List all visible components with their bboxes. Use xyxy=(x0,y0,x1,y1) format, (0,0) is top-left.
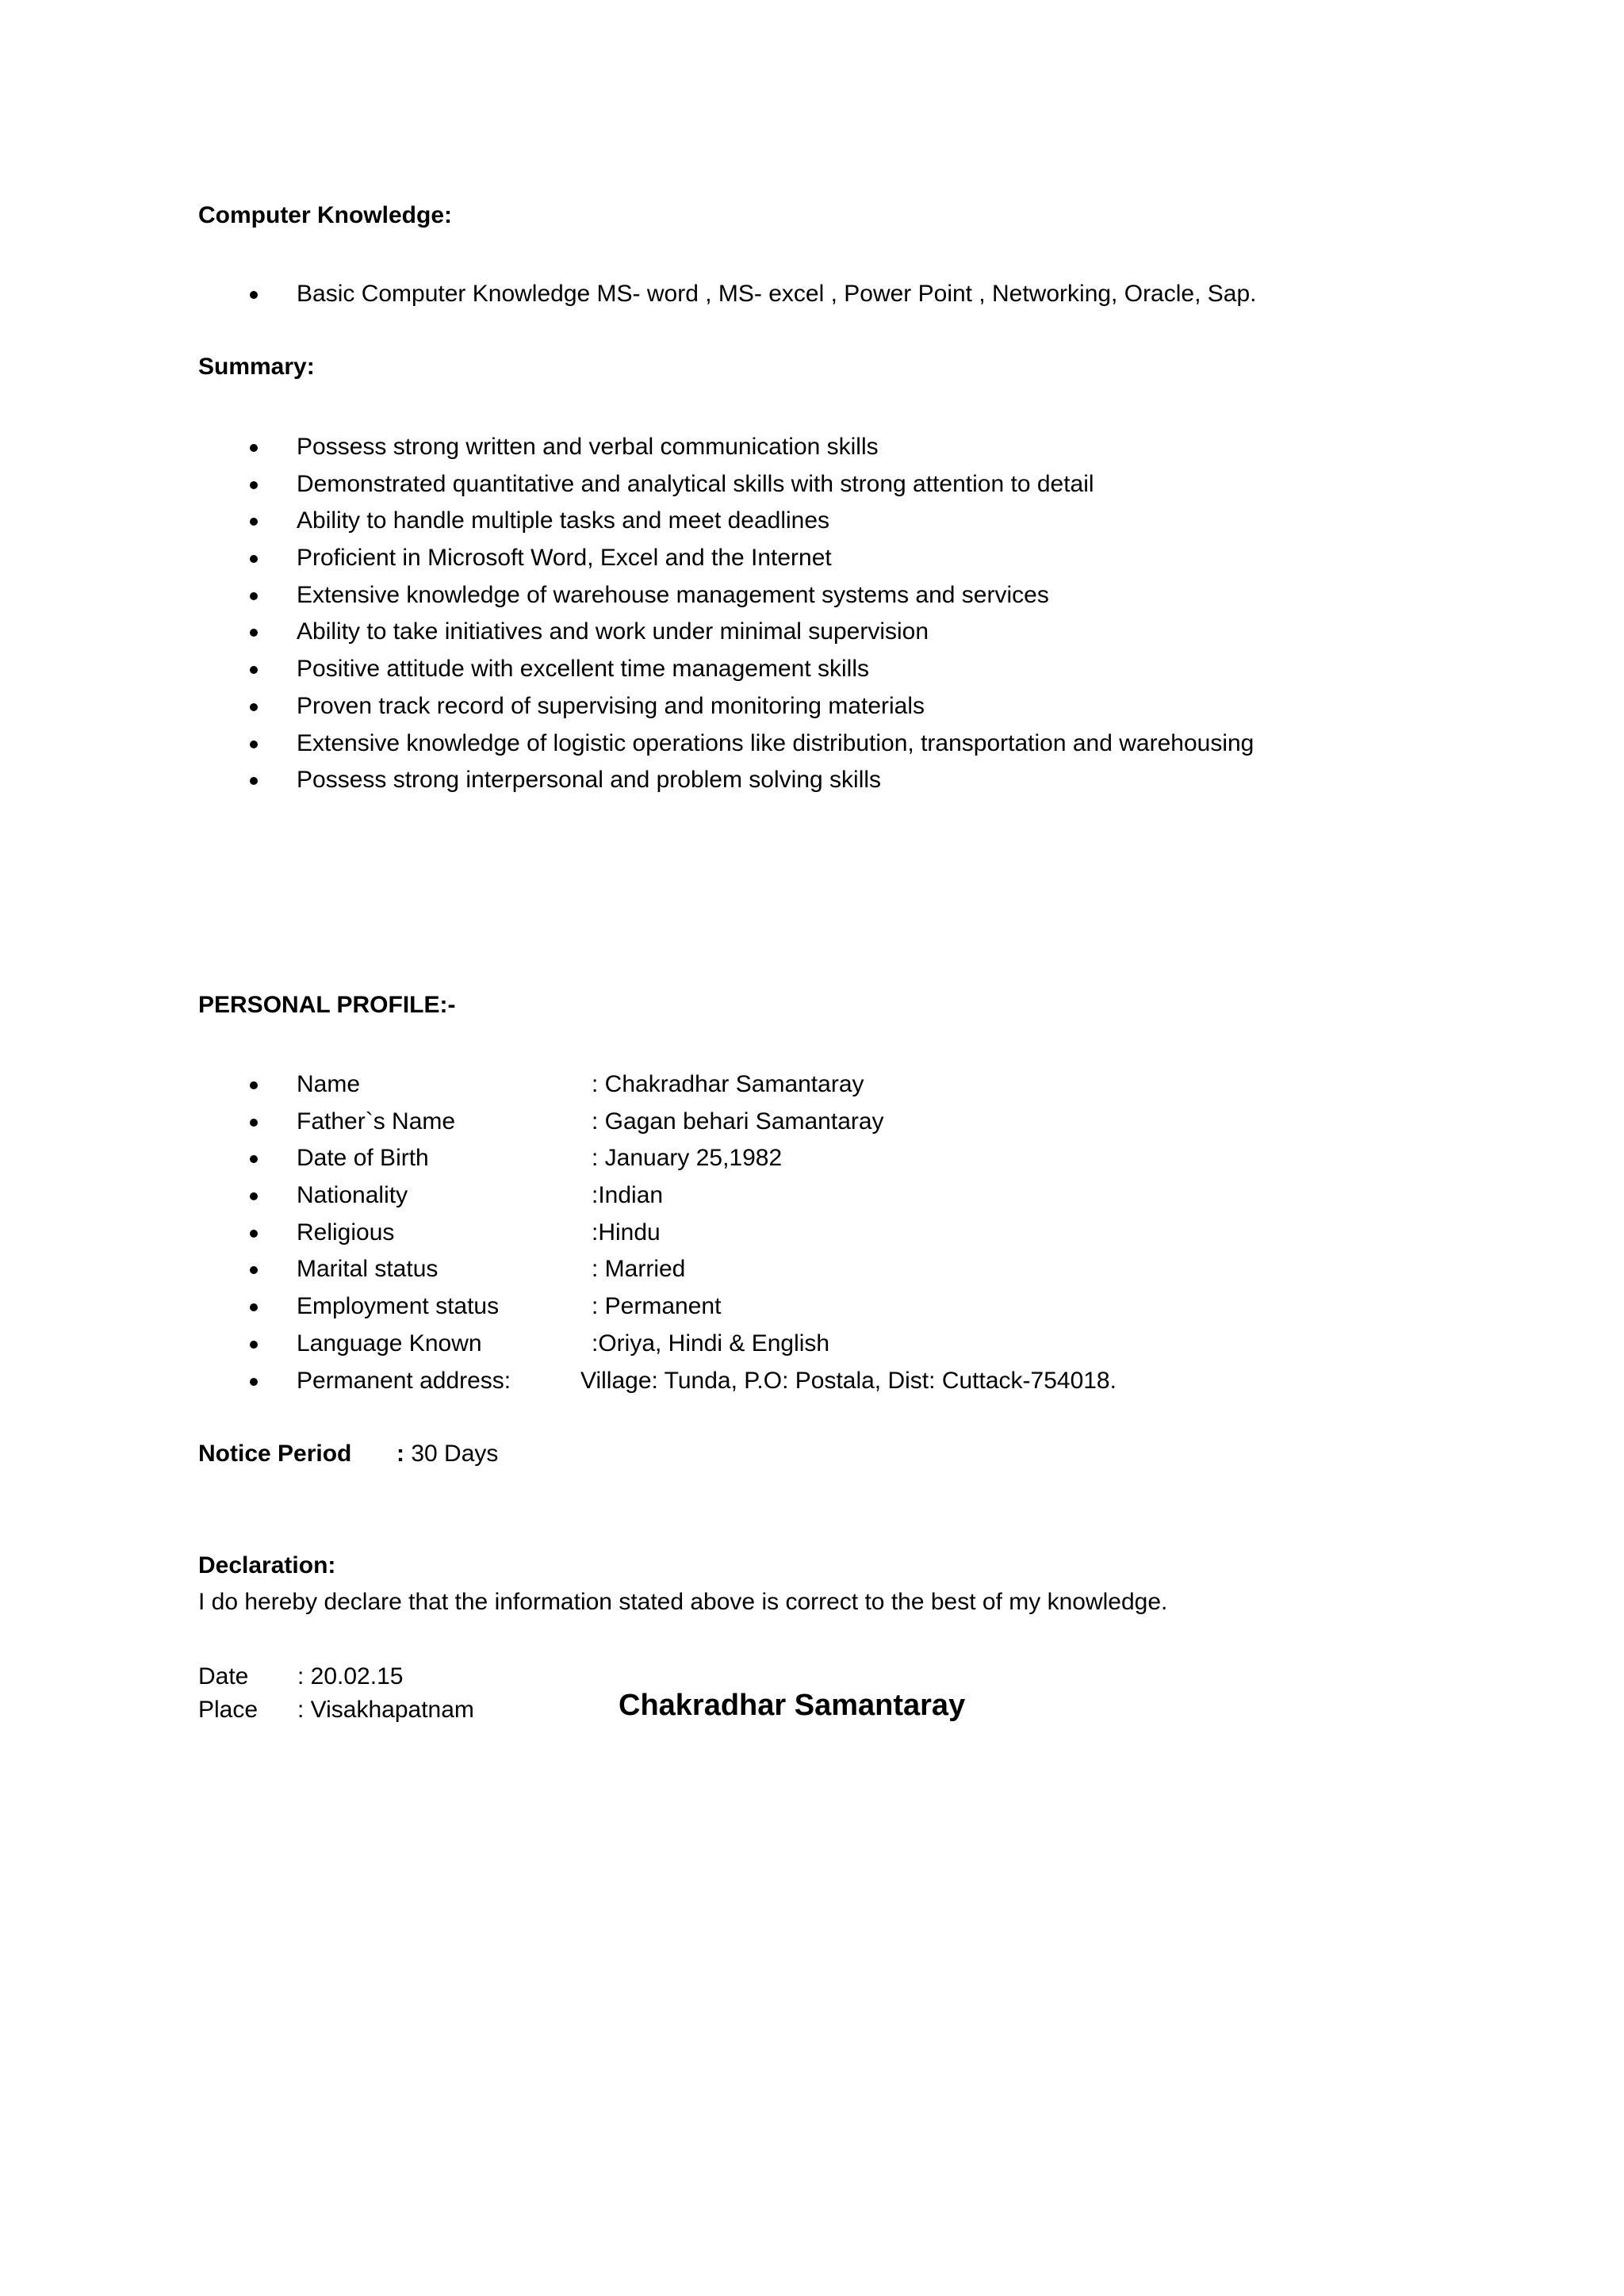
bullet-icon xyxy=(250,1230,258,1238)
list-item xyxy=(198,429,1254,466)
list-item-text: Proficient in Microsoft Word, Excel and the Internet xyxy=(297,545,832,572)
profile-row xyxy=(198,1066,1116,1104)
list-item-text: Ability to take initiatives and work under minimal supervision xyxy=(297,618,929,645)
notice-period-label: Notice Period xyxy=(198,1441,352,1467)
list-item-text: Proven track record of supervising and monitoring materials xyxy=(297,692,925,719)
place-line xyxy=(198,1697,474,1724)
bullet-icon xyxy=(250,1341,258,1349)
list-item xyxy=(198,466,1254,503)
bullet-icon xyxy=(250,740,258,748)
profile-row xyxy=(198,1251,1116,1288)
profile-value: :Hindu xyxy=(592,1219,661,1246)
computer-knowledge-list xyxy=(198,276,1256,313)
profile-label: Marital status xyxy=(297,1256,439,1283)
profile-value: :Oriya, Hindi & English xyxy=(592,1330,830,1357)
bullet-icon xyxy=(250,1303,258,1311)
bullet-icon xyxy=(250,1266,258,1274)
list-item xyxy=(198,503,1254,540)
list-item-text: Demonstrated quantitative and analytical skills with strong attention to detail xyxy=(297,470,1094,497)
bullet-icon xyxy=(250,777,258,785)
list-item xyxy=(198,651,1254,688)
declaration-heading: Declaration: xyxy=(198,1552,336,1578)
notice-period-value: 30 Days xyxy=(404,1441,499,1467)
date-label: Date xyxy=(198,1663,249,1689)
list-item-text: Ability to handle multiple tasks and meet deadlines xyxy=(297,507,830,534)
notice-period xyxy=(198,1441,498,1468)
bullet-icon xyxy=(250,481,258,489)
profile-row xyxy=(198,1140,1116,1177)
profile-label: Religious xyxy=(297,1219,395,1246)
bullet-icon xyxy=(250,518,258,526)
list-item-text: Basic Computer Knowledge MS- word , MS- excel , Power Point , Networking, Oracle, Sap. xyxy=(297,281,1257,307)
profile-row xyxy=(198,1363,1116,1400)
list-item-text: Extensive knowledge of warehouse management systems and services xyxy=(297,581,1049,608)
place-label: Place xyxy=(198,1697,259,1723)
bullet-icon xyxy=(250,291,258,299)
personal-profile-list xyxy=(198,1066,1116,1399)
list-item-text: Extensive knowledge of logistic operations like distribution, transportation and warehousing xyxy=(297,729,1254,756)
bullet-icon xyxy=(250,666,258,674)
bullet-icon xyxy=(250,1119,258,1127)
signature-name: Chakradhar Samantaray xyxy=(619,1689,966,1722)
bullet-icon xyxy=(250,1192,258,1200)
profile-label: Father`s Name xyxy=(297,1108,456,1135)
list-item xyxy=(198,540,1254,577)
profile-row xyxy=(198,1104,1116,1141)
list-item-text: Possess strong interpersonal and problem solving skills xyxy=(297,767,882,794)
list-item-text: Positive attitude with excellent time management skills xyxy=(297,656,869,683)
profile-row xyxy=(198,1326,1116,1363)
list-item-text: Possess strong written and verbal communication skills xyxy=(297,434,879,460)
profile-label: Name xyxy=(297,1071,361,1097)
profile-value: Village: Tunda, P.O: Postala, Dist: Cuttack-754018. xyxy=(580,1367,1116,1394)
profile-label: Nationality xyxy=(297,1182,408,1209)
list-item xyxy=(198,577,1254,614)
bullet-icon xyxy=(250,1081,258,1089)
notice-period-colon: : xyxy=(396,1441,404,1467)
place-value: : Visakhapatnam xyxy=(297,1697,474,1723)
date-line xyxy=(198,1663,403,1690)
profile-row xyxy=(198,1215,1116,1252)
profile-value: :Indian xyxy=(592,1182,664,1209)
declaration-text: I do hereby declare that the information stated above is correct to the best of my knowledge. xyxy=(198,1589,1168,1615)
profile-value: : January 25,1982 xyxy=(592,1145,783,1172)
profile-value: : Married xyxy=(592,1256,686,1283)
list-item xyxy=(198,276,1256,313)
profile-row xyxy=(198,1288,1116,1326)
list-item xyxy=(198,762,1254,799)
date-value: : 20.02.15 xyxy=(297,1663,404,1689)
profile-label: Language Known xyxy=(297,1330,482,1357)
list-item xyxy=(198,614,1254,651)
bullet-icon xyxy=(250,555,258,563)
personal-profile-heading: PERSONAL PROFILE:- xyxy=(198,992,456,1018)
bullet-icon xyxy=(250,1155,258,1163)
computer-knowledge-heading: Computer Knowledge: xyxy=(198,202,452,228)
profile-row xyxy=(198,1177,1116,1215)
list-item xyxy=(198,725,1254,763)
bullet-icon xyxy=(250,592,258,600)
summary-list xyxy=(198,429,1254,799)
bullet-icon xyxy=(250,629,258,637)
list-item xyxy=(198,688,1254,725)
bullet-icon xyxy=(250,703,258,711)
profile-label: Employment status xyxy=(297,1293,500,1320)
profile-label: Date of Birth xyxy=(297,1145,429,1172)
bullet-icon xyxy=(250,1378,258,1386)
profile-value: : Permanent xyxy=(592,1293,722,1320)
profile-value: : Gagan behari Samantaray xyxy=(592,1108,884,1135)
summary-heading: Summary: xyxy=(198,354,315,380)
bullet-icon xyxy=(250,444,258,452)
profile-label: Permanent address: xyxy=(297,1367,511,1394)
profile-value: : Chakradhar Samantaray xyxy=(592,1071,864,1097)
